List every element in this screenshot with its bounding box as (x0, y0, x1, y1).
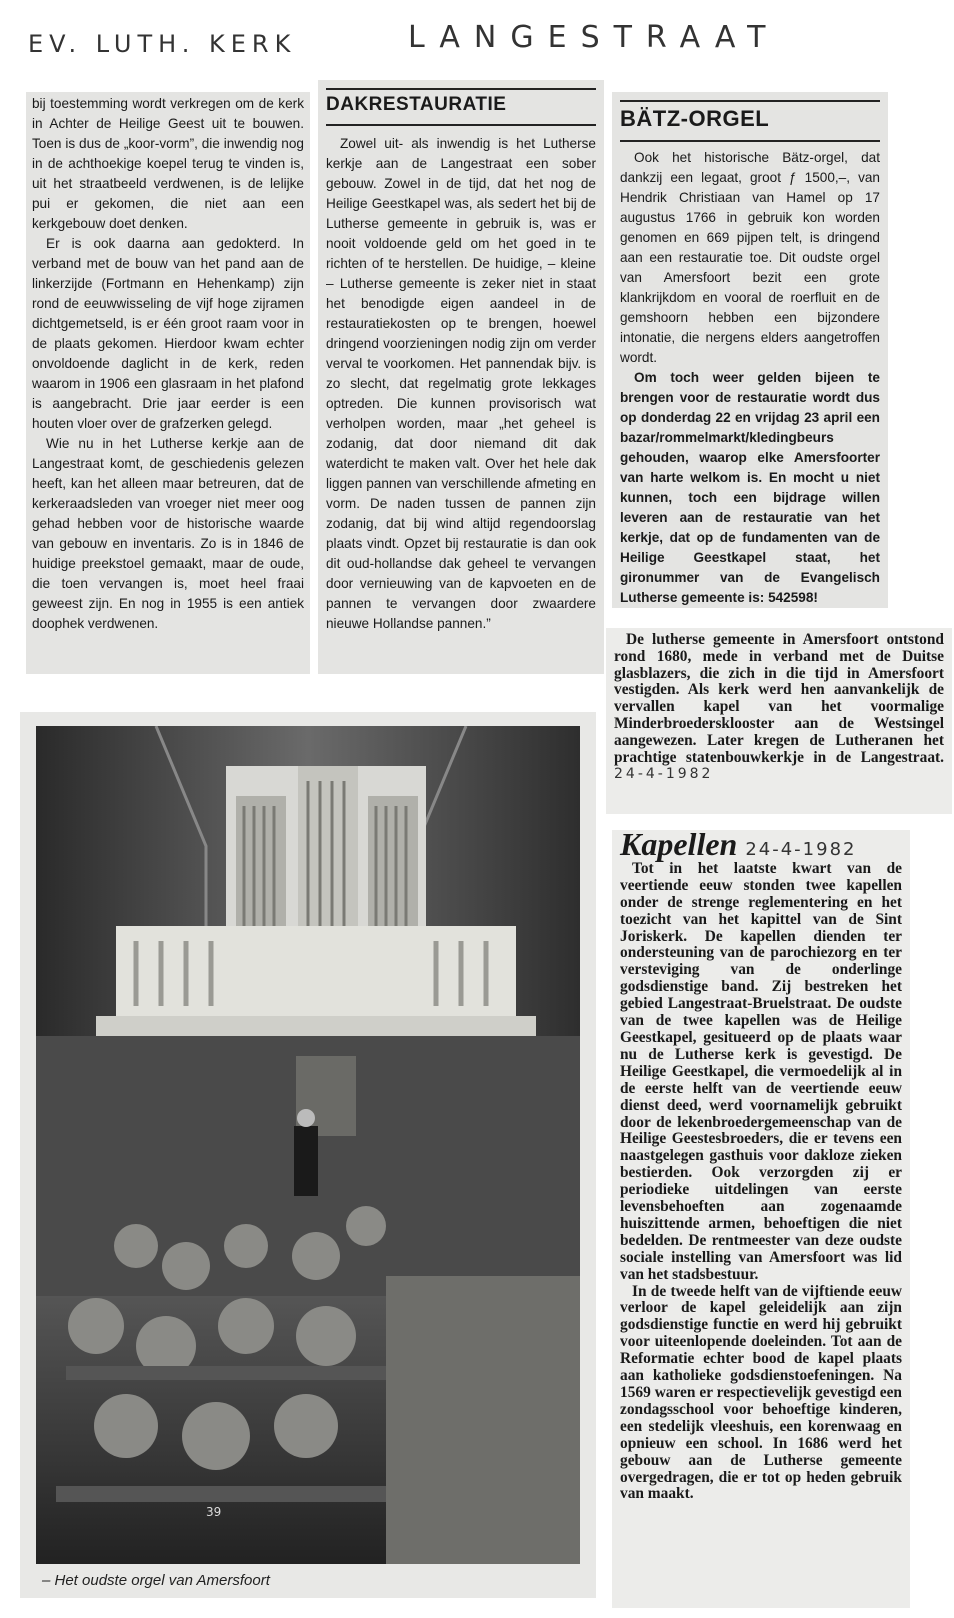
column-2-text (326, 134, 596, 634)
paragraph: bij toestemming wordt verkregen om de kerk in Achter de Heilige Geest uit te bouwen. Toen is dus de „koor-vorm”, die inwendig nog in de achthoekige koepel terug te vinden is, uit het straatbeeld verdwenen, is de lelijke pui er gekomen, die niet aan een kerkgebouw doet denken. (32, 96, 304, 231)
paragraph: Tot in het laatste kwart van de veertiende eeuw stonden twee kapellen onder de strenge reglementering en het toezicht van het kapittel van de Sint Joriskerk. De kapellen dienden ter ondersteuning van de parochiezorg en ter versteviging van de onderlinge godsdienstige band. Zij bestreken het gebied Langestraat-Bruelstraat. De oudste van de twee kapellen was de Heilige Geestkapel, gesitueerd op de plaats waar nu de Lutherse kerk is gevestigd. De Heilige Geestkapel, die vermoedelijk al in de eerste helft van de veertiende eeuw dienst deed, werd voornamelijk gebruikt door de lekenbroedergemeenschap van de Heilige Geestesbroeders, die er tevens een naastgelegen gasthuis voor dakloze zieken bestierden. Ook verzorgden zij er periodieke uitdelingen van eerste levensbehoeften aan zogenaamde huiszittende armen, behoeftigen die niet bedelden. De rentmeester van deze oudste sociale instelling van Amersfoort was lid van het stadsbestuur. (620, 859, 902, 1283)
column-3-text (620, 148, 880, 608)
handwritten-label-church: EV. LUTH. KERK (28, 30, 297, 58)
article-column-2 (318, 80, 604, 674)
bench-number: 39 (206, 1505, 222, 1519)
clipping-lutherse-gemeente (606, 628, 952, 814)
divider (620, 140, 880, 142)
handwritten-label-street: LANGESTRAAT (408, 20, 780, 55)
divider (620, 100, 880, 102)
clipping-body: De lutherse gemeente in Amersfoort ontstond rond 1680, mede in verband met de Duitse glasblazers, die zich in die tijd in Amersfoort vestigden. Als kerk werd hen aanvankelijk de vervallen kapel van het voormalige Minderbroedersklooster aan de Westsingel aangewezen. Later kregen de Lutheranen het prachtige statenbouwkerkje in de Langestraat. (614, 631, 944, 766)
clipping-text (614, 632, 944, 783)
headline-batz-orgel: BÄTZ-ORGEL (620, 106, 770, 131)
paragraph: Wie nu in het Lutherse kerkje aan de Langestraat komt, de geschiedenis gelezen heeft, kan het alleen maar betreuren, dat de kerkeraadsleden van vroeger niet meer oog gehad hebben voor de historische waarde van gebouw en inventaris. Zo is in 1846 de huidige preekstoel gemaakt, maar de oude, die toen vervangen is, moet heel fraai geweest zijn. En nog in 1955 is een antiek doophek verdwenen. (32, 436, 304, 631)
organ-illustration (36, 726, 580, 1564)
paragraph: Zowel uit- als inwendig is het Lutherse kerkje aan de Langestraat een sober gebouw. Zowel in de tijd, dat het nog de Heilige Geestkapel was, als sedert het bij de Lutherse gemeente in gebruik is, was er nooit voldoende geld om het goed in te richten of te herstellen. De huidige, – kleine – Lutherse gemeente is zeker niet in staat het benodigde eigen aandeel in de restauratiekosten op te brengen, hoewel dringend voorzieningen nodig zijn om verder verval te voorkomen. Het pannendak bijv. is zo slecht, dat regelmatig grote lekkages optreden. Die kunnen provisorisch wat verholpen worden, maar „het geheel is zodanig, dat door niemand dit dak waterdicht te maken valt. Over het hele dak liggen pannen van verschillende afmeting en vorm. De naden tussen de pannen zijn zodanig, dat bij wind altijd regendoorslag plaats vindt. Opzet bij restauratie is dan ook dit oud-hollandse dak geheel te vervangen door vernieuwing van de kapvoeten en de pannen te vervangen door zwaardere nieuwe Hollandse pannen.” (326, 136, 596, 631)
column-1-text (32, 94, 304, 634)
handwritten-date: 24-4-1982 (745, 839, 857, 860)
handwritten-date: 24-4-1982 (614, 766, 714, 783)
photo-caption: – Het oudste orgel van Amersfoort (42, 1572, 270, 1589)
photo-frame (20, 712, 596, 1598)
article-column-3 (612, 92, 888, 608)
paragraph: In de tweede helft van de vijftiende eeuw verloor de kapel geleidelijk aan zijn godsdienstige functie en werd hij gebruikt voor uiteenlopende doeleinden. Tot aan de Reformatie echter bood de kapel plaats aan katholieke godsdienstoefeningen. Na 1569 waren er respectievelijk gevestigd een zondagsschool voor behoeftige kinderen, een stedelijk vleeshuis, een korenwaag en opnieuw een school. In 1686 werd het gebouw aan de Lutherse gemeente overgedragen, die er tot op heden gebruik van maakt. (620, 1282, 902, 1503)
headline-dakrestauratie: DAKRESTAURATIE (326, 94, 507, 115)
paragraph: Er is ook daarna aan gedokterd. In verband met de bouw van het pand aan de linkerzijde (Fortmann en Hehenkamp) zijn rond de eeuwwisseling de vijf hoge zijramen dichtgemetseld, is er één groot raam voor in de plaats gekomen. Hierdoor kwam echter onvoldoende daglicht in de kerk, reden waarom in 1906 een glasraam in het plafond is aangebracht. Drie jaar eerder is een houten vloer over de grafzerken gelegd. (32, 236, 304, 431)
clipping-kapellen (612, 826, 910, 1608)
article-column-1 (26, 92, 310, 674)
divider (326, 88, 596, 90)
paragraph: Ook het historische Bätz-orgel, dat dankzij een legaat, groot ƒ 1500,–, van Hendrik Christiaan van Hamel op 17 augustus 1766 in gebruik kon worden genomen en 669 pijpen telt, is dringend aan een restauratie toe. Dit oudste orgel van Amersfoort bezit een grote klankrijkdom en vooral de roerfluit en de gemshoorn hebben een bijzondere intonatie, die nergens elders aangetroffen wordt. (620, 150, 880, 365)
organ-photo (36, 726, 580, 1564)
kapellen-title-text: Kapellen (620, 826, 738, 862)
kapellen-title (620, 826, 902, 862)
divider (326, 124, 596, 126)
paragraph-bold-announcement: Om toch weer gelden bijeen te brengen voor de restauratie wordt dus op donderdag 22 en vrijdag 23 april een bazar/rommelmarkt/kledingbeurs gehouden, waarop elke Amersfoorter van harte welkom is. En mocht u niet kunnen, toch een bijdrage willen leveren aan de restauratie van het kerkje, dat op de fundamenten van de Heilige Geestkapel staat, het gironummer van de Evangelisch Lutherse gemeente is: 542598! (620, 370, 880, 605)
